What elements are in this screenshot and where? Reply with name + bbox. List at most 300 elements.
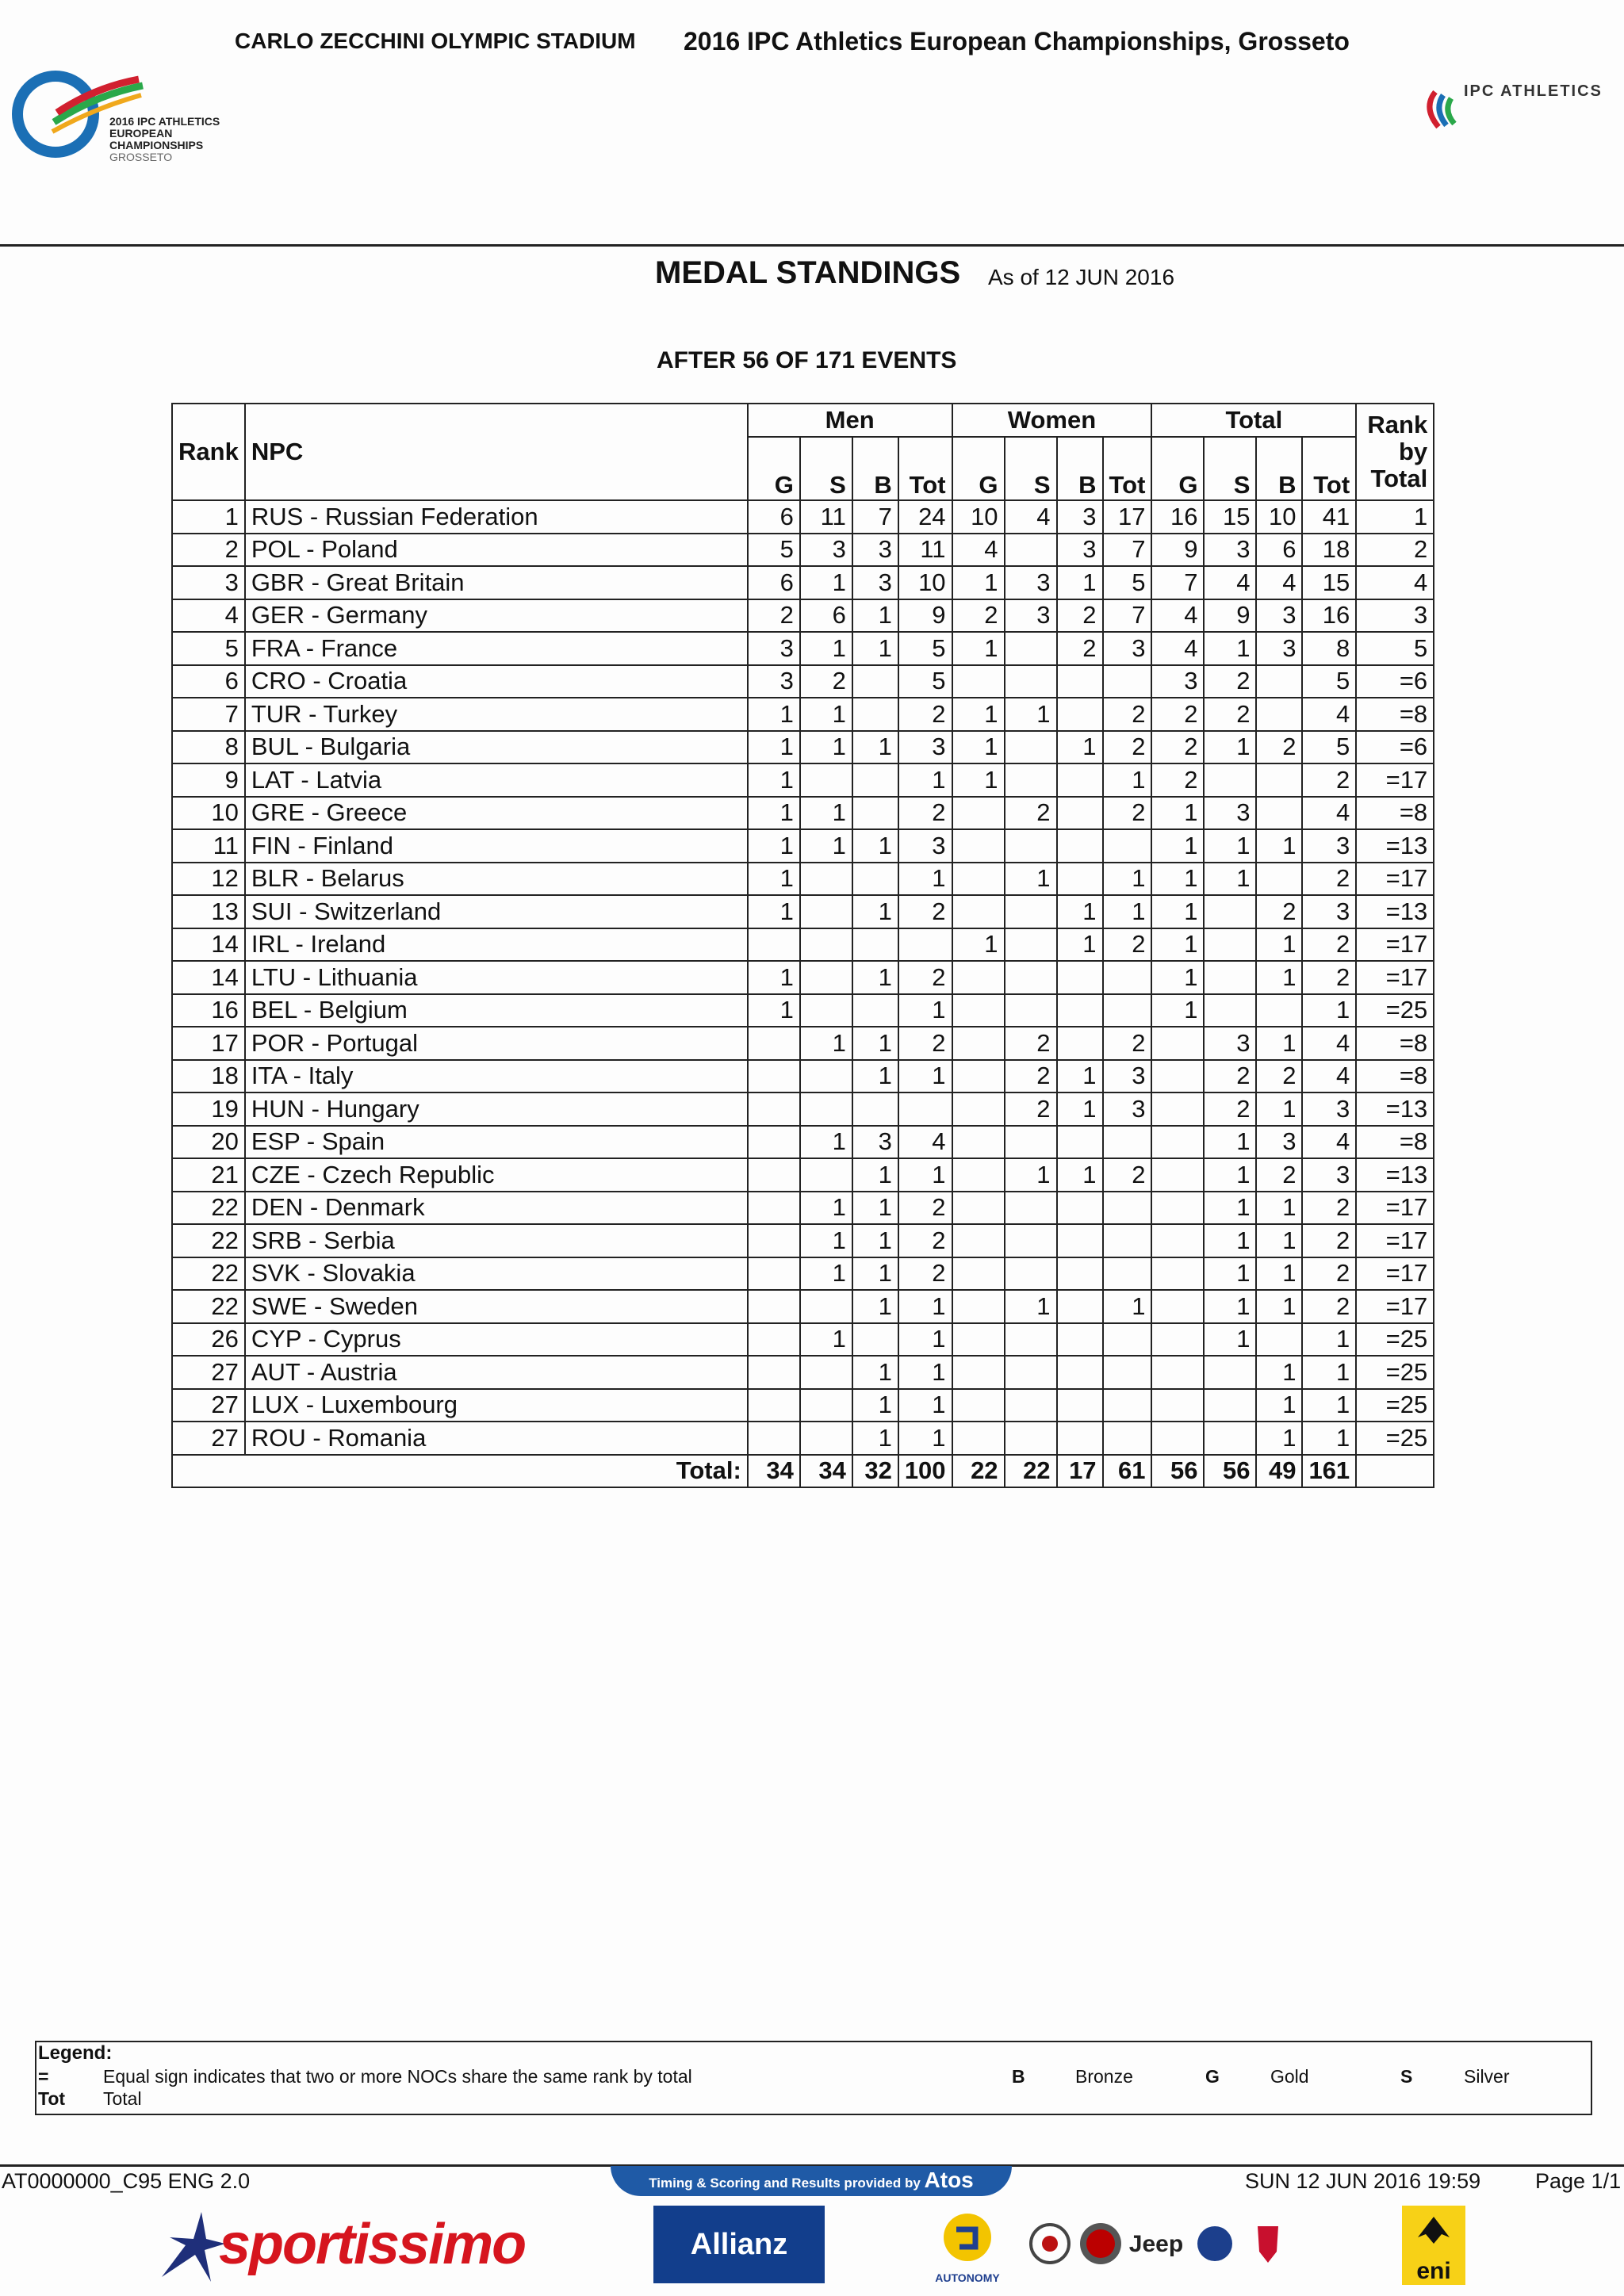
npc-cell: AUT - Austria [245,1356,748,1389]
npc-cell: GER - Germany [245,599,748,633]
npc-cell: FIN - Finland [245,829,748,863]
table-row [172,829,1434,863]
table-row [172,1422,1434,1455]
medal-count-cell: 5 [1302,731,1356,764]
total-count-cell: 22 [952,1455,1005,1488]
rank-by-total-cell: =8 [1356,698,1434,731]
medal-count-cell: 1 [1204,632,1256,665]
rank-by-total-cell: 4 [1356,566,1434,599]
medal-count-cell [852,928,898,962]
medal-count-cell: 3 [800,534,852,567]
medal-count-cell: 4 [1302,1060,1356,1093]
medal-count-cell [952,1126,1005,1159]
npc-cell: SRB - Serbia [245,1224,748,1257]
medal-count-cell [1103,1389,1152,1422]
medal-count-cell: 9 [1204,599,1256,633]
medal-count-cell: 3 [1302,1093,1356,1126]
medal-count-cell: 1 [748,829,800,863]
medal-count-cell: 2 [1302,1257,1356,1291]
legend-g-text: Gold [1270,2066,1309,2087]
medal-count-cell [1005,961,1057,994]
npc-cell: RUS - Russian Federation [245,500,748,534]
medal-count-cell: 4 [1204,566,1256,599]
medal-count-cell [852,994,898,1027]
medal-count-cell: 1 [800,731,852,764]
rank-by-total-cell: =17 [1356,1224,1434,1257]
medal-count-cell [800,1093,852,1126]
npc-cell: ESP - Spain [245,1126,748,1159]
rank-cell: 26 [172,1323,245,1357]
npc-cell: LUX - Luxembourg [245,1389,748,1422]
medal-count-cell: 2 [898,1224,952,1257]
medal-count-cell: 1 [748,731,800,764]
medal-count-cell: 1 [1256,1027,1302,1060]
medal-count-cell [1057,863,1103,896]
medal-count-cell: 1 [1151,994,1204,1027]
medal-count-cell: 41 [1302,500,1356,534]
rank-cell: 21 [172,1158,245,1192]
medal-count-cell [1204,961,1256,994]
medal-count-cell: 1 [748,863,800,896]
total-count-cell: 17 [1057,1455,1103,1488]
npc-cell: TUR - Turkey [245,698,748,731]
medal-count-cell: 2 [1302,763,1356,797]
medal-count-cell [1103,1224,1152,1257]
timing-banner [611,2166,1012,2196]
medal-count-cell [952,829,1005,863]
medal-count-cell: 5 [748,534,800,567]
medal-count-cell: 1 [1151,895,1204,928]
medal-count-cell [748,1126,800,1159]
medal-count-cell [800,763,852,797]
npc-cell: SUI - Switzerland [245,895,748,928]
medal-count-cell: 3 [1204,797,1256,830]
medal-count-cell: 1 [1256,1290,1302,1323]
medal-count-cell: 1 [852,829,898,863]
medal-count-cell [800,961,852,994]
medal-count-cell: 3 [1103,632,1152,665]
rank-by-total-cell: =17 [1356,928,1434,962]
medal-count-cell: 2 [1302,1224,1356,1257]
medal-count-cell: 3 [1256,632,1302,665]
medal-count-cell: 2 [898,1192,952,1225]
svg-text:eni: eni [1416,2258,1451,2284]
medal-count-cell [1151,1257,1204,1291]
medal-count-cell: 1 [1256,1389,1302,1422]
medal-count-cell: 1 [852,1027,898,1060]
npc-cell: CZE - Czech Republic [245,1158,748,1192]
medal-count-cell [1256,698,1302,731]
medal-count-cell [748,1192,800,1225]
npc-cell: SWE - Sweden [245,1290,748,1323]
medal-count-cell [1256,665,1302,698]
medal-count-cell [952,1323,1005,1357]
medal-count-cell: 5 [1302,665,1356,698]
medal-count-cell: 4 [952,534,1005,567]
medal-count-cell: 3 [748,632,800,665]
legend-s-symbol: S [1400,2066,1413,2087]
medal-count-cell [1204,1356,1256,1389]
legend-title: Legend: [38,2042,113,2064]
medal-count-cell: 1 [852,1257,898,1291]
medal-count-cell: 1 [852,1158,898,1192]
medal-count-cell [1103,1422,1152,1455]
medal-count-cell: 2 [898,895,952,928]
medal-count-cell [1204,994,1256,1027]
medal-count-cell: 1 [1302,994,1356,1027]
medal-count-cell: 1 [1256,1422,1302,1455]
medal-count-cell [852,863,898,896]
medal-count-cell: 1 [1204,1290,1256,1323]
medal-count-cell: 2 [1103,1027,1152,1060]
medal-count-cell: 1 [748,698,800,731]
medal-count-cell [748,1389,800,1422]
rank-by-total-cell: =8 [1356,1027,1434,1060]
medal-count-cell: 1 [1103,895,1152,928]
table-row [172,731,1434,764]
total-count-cell: 34 [800,1455,852,1488]
medal-count-cell: 3 [898,829,952,863]
legend-g-symbol: G [1205,2066,1220,2087]
medal-count-cell: 1 [800,566,852,599]
medal-count-cell [748,1323,800,1357]
medal-count-cell: 1 [1151,797,1204,830]
medal-count-cell: 1 [952,928,1005,962]
table-row [172,1323,1434,1357]
men-s-header: S [800,437,852,500]
medal-count-cell: 6 [748,500,800,534]
medal-count-cell: 3 [1005,599,1057,633]
table-row [172,566,1434,599]
table-row [172,895,1434,928]
medal-count-cell: 3 [1103,1093,1152,1126]
medal-count-cell: 1 [1204,1224,1256,1257]
medal-count-cell: 4 [898,1126,952,1159]
medal-count-cell: 1 [1151,928,1204,962]
rank-cell: 9 [172,763,245,797]
medal-count-cell [748,1093,800,1126]
medal-count-cell: 1 [1005,698,1057,731]
rank-cell: 27 [172,1356,245,1389]
medal-count-cell [748,1060,800,1093]
medal-count-cell [1204,928,1256,962]
rank-cell: 13 [172,895,245,928]
rank-by-total-cell: =17 [1356,1290,1434,1323]
table-row [172,1224,1434,1257]
medal-count-cell [852,763,898,797]
medal-count-cell [1151,1422,1204,1455]
medal-count-cell: 3 [748,665,800,698]
medal-count-cell [1103,1323,1152,1357]
medal-count-cell: 1 [800,1192,852,1225]
medal-count-cell: 4 [1151,632,1204,665]
medal-count-cell [800,1158,852,1192]
npc-cell: FRA - France [245,632,748,665]
total-tot-header: Tot [1302,437,1356,500]
medal-count-cell: 1 [1302,1389,1356,1422]
svg-text:AUTONOMY: AUTONOMY [935,2271,1000,2284]
medal-count-cell [800,863,852,896]
fca-brands-logos [1028,2212,1297,2275]
legend-tot-text: Total [103,2088,142,2109]
medal-count-cell: 2 [1302,961,1356,994]
total-count-cell: 161 [1302,1455,1356,1488]
medal-count-cell: 2 [898,698,952,731]
medal-count-cell: 2 [748,599,800,633]
rank-by-total-cell: =13 [1356,895,1434,928]
npc-header: NPC [245,404,748,500]
medal-count-cell: 1 [898,1389,952,1422]
npc-cell: ITA - Italy [245,1060,748,1093]
medal-count-cell [748,1158,800,1192]
medal-count-cell [1005,994,1057,1027]
medal-count-cell [1151,1192,1204,1225]
medal-count-cell [1005,1224,1057,1257]
table-row [172,1290,1434,1323]
medal-count-cell: 1 [852,731,898,764]
medal-count-cell [1256,763,1302,797]
medal-count-cell [898,928,952,962]
medal-count-cell: 3 [1005,566,1057,599]
medal-count-cell: 3 [898,731,952,764]
medal-count-cell [952,1257,1005,1291]
medal-count-cell: 2 [1302,928,1356,962]
medal-count-cell: 1 [1256,1356,1302,1389]
table-row [172,1158,1434,1192]
men-g-header: G [748,437,800,500]
medal-count-cell [1256,797,1302,830]
svg-text:Jeep: Jeep [1128,2231,1184,2257]
medal-count-cell: 2 [1302,1192,1356,1225]
medal-count-cell: 3 [852,566,898,599]
medal-count-cell: 3 [1151,665,1204,698]
medal-count-cell [1103,665,1152,698]
medal-count-cell [1057,1290,1103,1323]
medal-count-cell: 10 [898,566,952,599]
medal-count-cell: 11 [800,500,852,534]
medal-count-cell: 2 [898,1257,952,1291]
medal-count-cell [952,1060,1005,1093]
medal-count-cell [852,1093,898,1126]
medal-count-cell: 4 [1151,599,1204,633]
medal-count-cell: 1 [800,1323,852,1357]
medal-count-cell: 6 [800,599,852,633]
ipc-athletics-label: IPC ATHLETICS [1464,82,1603,100]
medal-count-cell [1103,829,1152,863]
totals-row [172,1455,1434,1488]
medal-count-cell [1005,1422,1057,1455]
medal-count-cell: 1 [1256,961,1302,994]
medal-count-cell [1057,763,1103,797]
legend-eq-symbol: = [38,2066,49,2087]
medal-count-cell [1256,994,1302,1027]
table-row [172,500,1434,534]
medal-count-cell [1103,1192,1152,1225]
medal-count-cell: 1 [1302,1356,1356,1389]
rank-cell: 14 [172,928,245,962]
medal-count-cell: 3 [1302,1158,1356,1192]
medal-count-cell [952,895,1005,928]
page-title: MEDAL STANDINGS [655,255,961,290]
medal-count-cell: 1 [748,961,800,994]
medal-count-cell [952,665,1005,698]
medal-count-cell: 2 [1151,698,1204,731]
rank-by-total-cell: =13 [1356,1158,1434,1192]
medal-count-cell: 1 [898,763,952,797]
medal-count-cell [748,1290,800,1323]
medal-count-cell: 1 [898,1060,952,1093]
rank-cell: 22 [172,1224,245,1257]
medal-count-cell [748,1422,800,1455]
medal-count-cell [852,797,898,830]
sportissimo-logo: sportissimo [219,2213,526,2276]
medal-count-cell: 1 [952,731,1005,764]
medal-count-cell: 1 [748,895,800,928]
medal-count-cell [1005,1323,1057,1357]
npc-cell: CRO - Croatia [245,665,748,698]
medal-count-cell: 3 [1103,1060,1152,1093]
medal-count-cell: 1 [1204,1323,1256,1357]
npc-cell: BEL - Belgium [245,994,748,1027]
rank-cell: 10 [172,797,245,830]
medal-count-cell: 2 [1005,797,1057,830]
medal-count-cell [952,1192,1005,1225]
medal-count-cell: 1 [1057,928,1103,962]
table-row [172,763,1434,797]
medal-count-cell [952,1093,1005,1126]
medal-count-cell: 1 [1204,1192,1256,1225]
medal-count-cell [1204,763,1256,797]
medal-count-cell [952,1356,1005,1389]
as-of-date: As of 12 JUN 2016 [988,265,1175,289]
medal-count-cell: 1 [852,1389,898,1422]
medal-count-cell [800,1389,852,1422]
npc-cell: POR - Portugal [245,1027,748,1060]
legend-b-symbol: B [1012,2066,1025,2087]
rank-by-total-cell: =17 [1356,1257,1434,1291]
medal-count-cell: 1 [1256,829,1302,863]
table-row [172,1356,1434,1389]
rank-by-total-cell: =25 [1356,1356,1434,1389]
medal-count-cell: 3 [1256,599,1302,633]
medal-count-cell [1103,1257,1152,1291]
medal-count-cell [1005,731,1057,764]
events-progress: AFTER 56 OF 171 EVENTS [657,347,957,373]
medal-count-cell: 2 [1256,1060,1302,1093]
medal-count-cell: 4 [1256,566,1302,599]
rank-cell: 1 [172,500,245,534]
rank-by-total-cell: =17 [1356,961,1434,994]
eni-logo [1402,2206,1465,2285]
medal-count-cell [800,1290,852,1323]
medal-count-cell: 1 [952,566,1005,599]
medal-count-cell [952,1422,1005,1455]
medal-count-cell: 2 [898,1027,952,1060]
medal-count-cell: 1 [852,599,898,633]
rank-by-total-cell: =8 [1356,797,1434,830]
medal-count-cell: 4 [1302,698,1356,731]
table-row [172,1257,1434,1291]
medal-count-cell [1005,632,1057,665]
rank-cell: 2 [172,534,245,567]
table-row [172,1027,1434,1060]
medal-count-cell: 1 [852,1356,898,1389]
medal-count-cell [1103,1126,1152,1159]
medal-count-cell: 1 [1103,763,1152,797]
npc-cell: SVK - Slovakia [245,1257,748,1291]
medal-count-cell: 1 [800,1257,852,1291]
medal-count-cell: 1 [852,1224,898,1257]
rank-by-total-cell: =25 [1356,994,1434,1027]
medal-count-cell: 5 [898,665,952,698]
npc-cell: CYP - Cyprus [245,1323,748,1357]
medal-count-cell: 5 [1103,566,1152,599]
rank-header: Rank [172,404,245,500]
medal-count-cell [1057,1356,1103,1389]
medal-count-cell: 1 [898,1290,952,1323]
medal-count-cell [1005,1356,1057,1389]
table-row [172,534,1434,567]
medal-count-cell: 2 [1302,863,1356,896]
medal-count-cell: 1 [1256,1192,1302,1225]
medal-count-cell: 1 [852,1290,898,1323]
rank-cell: 12 [172,863,245,896]
medal-count-cell: 2 [800,665,852,698]
rank-by-total-cell: 2 [1356,534,1434,567]
championships-logo-text: 2016 IPC ATHLETICS EUROPEAN CHAMPIONSHIPS GROSSETO [109,115,220,163]
rank-by-total-cell: =17 [1356,863,1434,896]
rank-by-total-cell: =13 [1356,829,1434,863]
medal-count-cell [1005,763,1057,797]
medal-count-cell: 2 [1005,1060,1057,1093]
medal-count-cell [952,994,1005,1027]
medal-count-cell: 1 [1302,1323,1356,1357]
medal-count-cell [898,1093,952,1126]
medal-count-cell [1005,1257,1057,1291]
medal-count-cell: 2 [1005,1093,1057,1126]
medal-count-cell: 1 [748,763,800,797]
medal-count-cell [1151,1356,1204,1389]
medal-count-cell: 2 [1204,1093,1256,1126]
legend-eq-text: Equal sign indicates that two or more NOCs share the same rank by total [103,2066,692,2087]
npc-cell: POL - Poland [245,534,748,567]
medal-count-cell: 2 [1005,1027,1057,1060]
medal-count-cell [1057,797,1103,830]
table-row [172,632,1434,665]
total-count-cell: 32 [852,1455,898,1488]
medal-count-cell: 1 [1256,1257,1302,1291]
medal-count-cell: 1 [748,994,800,1027]
medal-count-cell: 10 [1256,500,1302,534]
table-row [172,1126,1434,1159]
men-header: Men [748,404,952,437]
medal-count-cell [952,1027,1005,1060]
autonomy-logo [928,2206,1007,2285]
medal-count-cell: 3 [1302,829,1356,863]
medal-count-cell: 7 [1103,599,1152,633]
medal-count-cell: 1 [1204,731,1256,764]
medal-count-cell: 1 [852,632,898,665]
medal-count-cell [952,1224,1005,1257]
medal-count-cell: 2 [898,961,952,994]
medal-count-cell: 9 [1151,534,1204,567]
medal-count-cell: 10 [952,500,1005,534]
medal-count-cell [800,994,852,1027]
medal-count-cell: 3 [1204,534,1256,567]
rank-by-total-cell: 5 [1356,632,1434,665]
medal-count-cell: 11 [898,534,952,567]
medal-count-cell: 1 [800,1224,852,1257]
